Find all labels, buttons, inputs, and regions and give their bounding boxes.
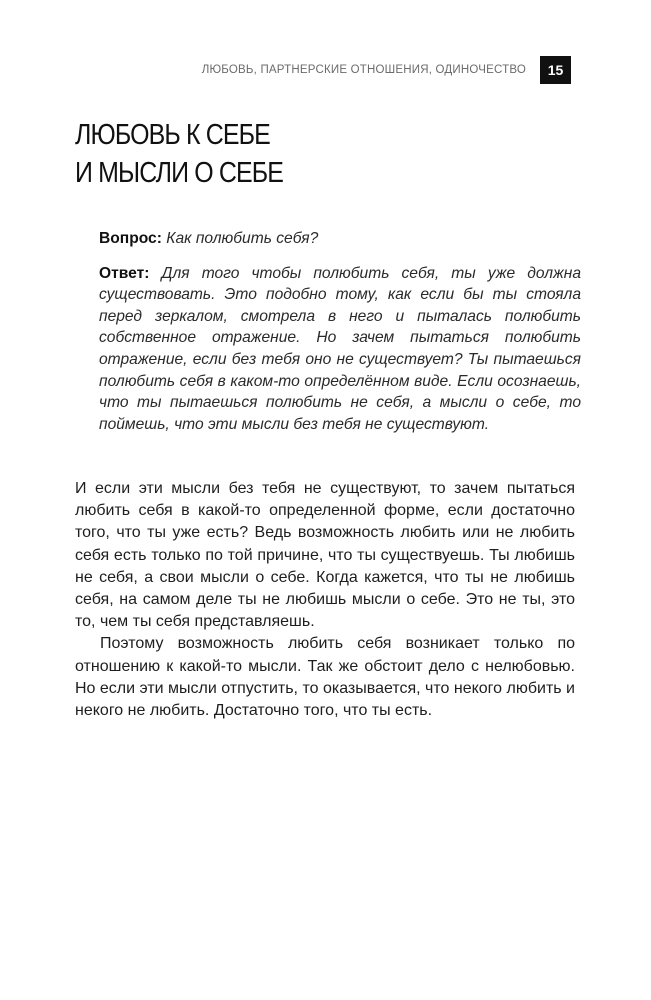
body-text — [75, 478, 575, 722]
body-paragraph-1: И если эти мысли без тебя не существуют, то зачем пытаться любить себя в какой-то определенной форме, если достаточно того, что ты уже есть? Ведь возможность любить или не любить себя есть только по той причине, что ты существуешь. Ты любишь не себя, а свои мысли о себе. Когда кажется, что ты не любишь себя, на самом деле ты не любишь мысли о себе. Это не ты, это то, чем ты себя представляешь. — [75, 480, 575, 631]
answer-text: Для того чтобы полюбить себя, ты уже должна существовать. Это подобно тому, как если бы ты стояла перед зеркалом, смотрела в него и пыталась полюбить собственное отражение. Но зачем пытаться полюбить отражение, если без тебя оно не существует? Ты пытаешься полюбить себя в каком-то определённом виде. Если осознаешь, что ты пытаешься полюбить не себя, а мысли о себе, то поймешь, что эти мысли без тебя не существуют. — [99, 264, 581, 433]
chapter-title — [75, 116, 283, 192]
body-paragraph-2: Поэтому возможность любить себя возникает только по отношению к какой-то мысли. Так же обстоит дело с нелюбовью. Но если эти мысли отпустить, то оказывается, что некого любить и некого не любить. Достаточно того, что ты есть. — [75, 635, 575, 720]
answer — [99, 263, 581, 436]
question — [99, 228, 581, 250]
page-number: 15 — [540, 56, 571, 84]
question-answer-block — [99, 228, 581, 435]
chapter-title-line-1: ЛЮБОВЬ К СЕБЕ — [75, 119, 270, 151]
running-title: ЛЮБОВЬ, ПАРТНЕРСКИЕ ОТНОШЕНИЯ, ОДИНОЧЕСТВО — [201, 64, 526, 76]
running-header — [202, 56, 571, 84]
question-label: Вопрос: — [99, 230, 162, 247]
question-text: Как полюбить себя? — [166, 230, 319, 247]
answer-label: Ответ: — [99, 264, 150, 282]
chapter-title-line-2: И МЫСЛИ О СЕБЕ — [75, 157, 284, 189]
